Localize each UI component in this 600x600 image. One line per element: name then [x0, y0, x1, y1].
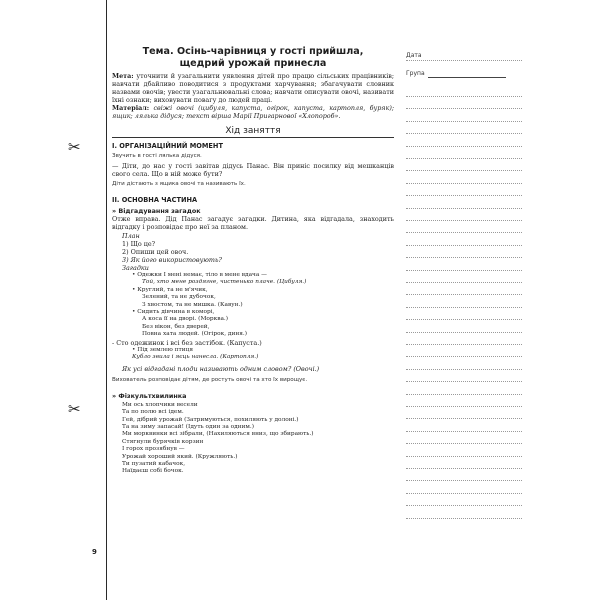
note-line[interactable]: [406, 394, 522, 395]
note-line[interactable]: [406, 505, 522, 506]
group-label: Група: [406, 70, 425, 77]
section1-note2: Діти дістають з ящика овочі та називають їх.: [112, 181, 246, 188]
poem-line: Та по полю всі ідем.: [122, 409, 184, 416]
materials-text: свіжі овочі (цибуля, капуста, огірок, капуста, картопля, буряк); ящик; лялька дідуся; текст вірша Марії Пригарнової «Хлопороб».: [112, 104, 394, 121]
note-line[interactable]: [406, 518, 522, 519]
note-line[interactable]: [406, 369, 522, 370]
note-line[interactable]: [406, 406, 522, 407]
riddles-intro: Отже вправа. Дід Панас загадує загадки. Дитина, яка відгадала, знаходить відгадку і розповідає про неї за планом.: [112, 215, 394, 232]
note-line[interactable]: [406, 183, 522, 184]
poem-line: Ми морквинки всі зібрали, (Нахиляються вниз, що збирають.): [122, 431, 314, 438]
section1-note1: Звучить в гості лялька дідуся.: [112, 152, 202, 159]
note-line[interactable]: [406, 232, 522, 233]
note-line[interactable]: [406, 282, 522, 283]
note-line[interactable]: [406, 431, 522, 432]
goal-text: уточнити й узагальнити уявлення дітей про працю сільських працівників; навчати дбайливо поводитися з продуктами харчування; збагачувати словник назвами овочів; увести узагальнювальні слова; навчати описувати овочі, називати їхні ознаки; виховувати повагу до людей праці.: [112, 72, 394, 105]
note-line[interactable]: [406, 332, 522, 333]
goal-paragraph: [112, 72, 394, 104]
date-field-line[interactable]: [406, 60, 522, 61]
note-line[interactable]: [406, 96, 522, 97]
note-line[interactable]: [406, 443, 522, 444]
lesson-title-line2: щедрий урожай принесла: [179, 58, 327, 69]
note-line[interactable]: [406, 220, 522, 221]
note-line[interactable]: [406, 245, 522, 246]
note-line[interactable]: [406, 307, 522, 308]
note-line[interactable]: [406, 108, 522, 109]
riddle-line: А коса її на дворі. (Морква.): [142, 316, 229, 323]
note-line[interactable]: [406, 121, 522, 122]
riddles-label: Загадки: [122, 263, 149, 272]
summary-question: Як усі відгадані плоди називають одним словом? (Овочі.): [122, 364, 320, 373]
scissors-icon: ✂: [68, 138, 81, 156]
note-line[interactable]: [406, 195, 522, 196]
note-line[interactable]: [406, 133, 522, 134]
note-line[interactable]: [406, 319, 522, 320]
materials-paragraph: [112, 104, 394, 120]
riddles-subsection: » Відгадування загадок: [112, 207, 201, 216]
note-line[interactable]: [406, 493, 522, 494]
poem-line: Гей, дібрий урожай (Затримуються, похиляють у долоні.): [122, 416, 299, 423]
note-line[interactable]: [406, 381, 522, 382]
note-line[interactable]: [406, 468, 522, 469]
poem-line: Ми ось хлопчики весели: [122, 401, 198, 408]
note-line[interactable]: [406, 257, 522, 258]
poem-line: Стягнули бурячків корзин: [122, 438, 204, 445]
date-label: Дата: [406, 52, 422, 59]
poem-line: Ти пузатий кабачок,: [122, 461, 186, 468]
note-line[interactable]: [406, 170, 522, 171]
note-line[interactable]: [406, 418, 522, 419]
section1-title: I. ОРГАНІЗАЦІЙНИЙ МОМЕНТ: [112, 141, 223, 150]
plan-item: 2) Опиши цей овоч.: [122, 247, 189, 256]
section1-speech: — Діти, до нас у гості завітав дідусь Панас. Він приніс посилку від мешканців свого села. Що в ній може бути?: [112, 161, 394, 178]
riddle-line: • Одежки I мені немає, тіло в мене вдача —: [132, 271, 267, 278]
riddle-line: - Сто одежинок і всі без застібок. (Капуста.): [112, 338, 262, 347]
note-line[interactable]: [406, 294, 522, 295]
group-field-line[interactable]: [428, 77, 506, 78]
note-line[interactable]: [406, 356, 522, 357]
poem-line: Та на зиму запасай! (Ідуть один за одним.): [122, 424, 255, 431]
poem-line: Наїдаєш собі бочок.: [122, 468, 184, 475]
riddle-line: Той, хто мене роздягне, чистенько плаче. (Цибуля.): [142, 279, 307, 286]
lesson-content: [112, 46, 394, 476]
note-line[interactable]: [406, 480, 522, 481]
riddle-line: Кубло звила і яєць нанесла. (Картопля.): [132, 354, 259, 361]
note-line[interactable]: [406, 146, 522, 147]
note-line[interactable]: [406, 344, 522, 345]
riddle-line: Зелений, та не дубочок,: [142, 294, 216, 301]
note-line[interactable]: [406, 456, 522, 457]
course-title: Хід заняття: [112, 127, 394, 138]
goal-label: Мета:: [112, 72, 134, 80]
poem-line: І горох прозябнув —: [122, 446, 185, 453]
plan-item: 1) Що це?: [122, 239, 156, 248]
plan-item: 3) Як його використовують?: [122, 255, 222, 264]
riddle-line: Повна хата людей. (Огірок, диня.): [142, 331, 247, 338]
section2-note: Вихователь розповідає дітям, де ростуть овочі та хто їх вирощує.: [112, 376, 308, 383]
page-number: 9: [92, 548, 97, 556]
note-line[interactable]: [406, 158, 522, 159]
exercise-subsection: » Фізкультхвилинка: [112, 391, 187, 400]
margin-divider: [106, 0, 107, 600]
poem-line: Урожай хороший який. (Кружляють.): [122, 453, 238, 460]
riddle-line: З хвостом, та не мишка. (Кавун.): [142, 301, 243, 308]
riddle-line: • Під землею птиця: [132, 346, 194, 353]
riddle-line: • Круглий, та не м'ячик,: [132, 286, 208, 293]
riddle-line: Без вікон, без дверей,: [142, 323, 210, 330]
note-line[interactable]: [406, 270, 522, 271]
materials-label: Матеріал:: [112, 104, 150, 113]
section2-title: II. ОСНОВНА ЧАСТИНА: [112, 196, 198, 205]
riddle-line: • Сидить дівчина в коморі,: [132, 309, 215, 315]
lesson-title-line1: Тема. Осінь-чарівниця у гості прийшла,: [142, 46, 364, 57]
note-line[interactable]: [406, 208, 522, 209]
plan-label: План: [122, 231, 140, 240]
scissors-icon: ✂: [68, 400, 81, 418]
